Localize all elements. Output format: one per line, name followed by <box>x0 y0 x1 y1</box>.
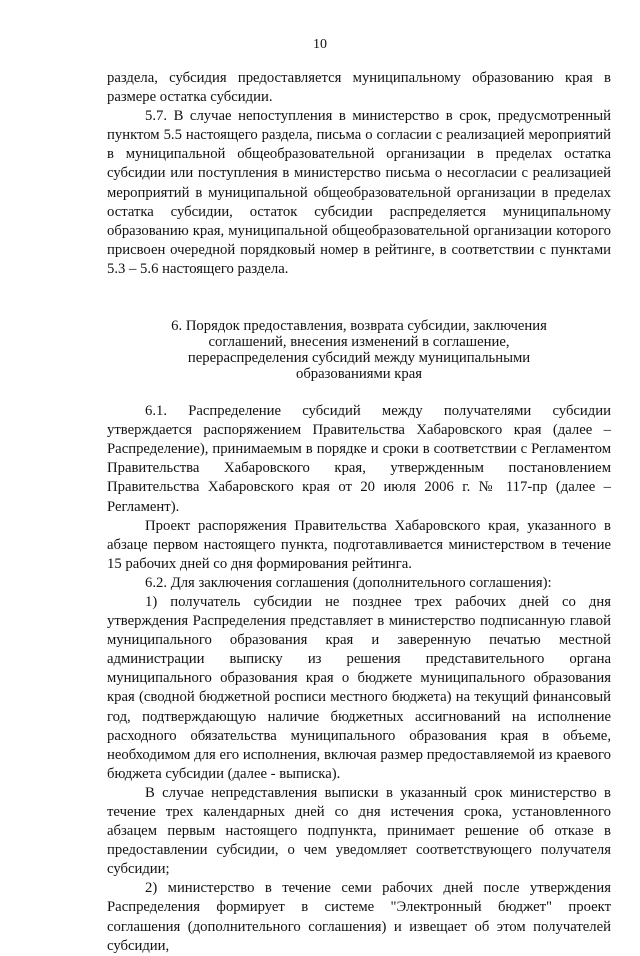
section-heading-line: образованиями края <box>295 366 423 383</box>
paragraph-draft-order: Проект распоряжения Правительства Хабаровского края, указанного в абзаце первом настоящего пункта, подготавливается министерством в течение 15 рабочих дней со дня формирования рейтинга. <box>107 517 611 572</box>
section-heading-line: перераспределения субсидий между муниципальными <box>187 350 531 367</box>
paragraph-item-1: 1) получатель субсидии не позднее трех рабочих дней со дня утверждения Распределения представляет в министерство подписанную главой муниципального образования края и заверенную печатью местной администрации выписку из решения представительного органа муниципального образования края о бюджете муниципального образования края (сводной бюджетной росписи местного бюджета) на текущий финансовый год, подтверждающую наличие бюджетных ассигнований на исполнение расходного обязательства муниципального образования края в объеме, необходимом для его исполнения, включая размер предоставляемой из краевого бюджета субсидии (далее - выписка). <box>107 593 611 782</box>
paragraph-refusal: В случае непредставления выписки в указанный срок министерство в течение трех календарных дней со дня истечения срока, установленного абзацем первым настоящего подпункта, принимает решение об отказе в предоставлении субсидии, о чем уведомляет соответствующего получателя субсидии; <box>107 784 611 878</box>
paragraph-6-1: 6.1. Распределение субсидий между получателями субсидии утверждается распоряжением Правительства Хабаровского края (далее – Распределение), принимаемым в порядке и сроки в соответствии с Регламентом Правительства Хабаровского края, утвержденным постановлением Правительства Хабаровского края от 20 июля 2006 г. № 117-пр (далее – Регламент). <box>107 403 611 515</box>
document-body <box>107 69 611 956</box>
paragraph-continuation: раздела, субсидия предоставляется муниципальному образованию края в размере остатка субсидии. <box>107 70 611 106</box>
section-heading-line: 6. Порядок предоставления, возврата субсидии, заключения <box>171 318 547 335</box>
paragraph-item-2: 2) министерство в течение семи рабочих дней после утверждения Распределения формирует в системе "Электронный бюджет" проект соглашения (дополнительного соглашения) и извещает об этом получателей субсидии, <box>107 880 611 954</box>
page-number: 10 <box>313 37 327 52</box>
section-heading-line: соглашений, внесения изменений в соглашение, <box>208 334 510 351</box>
paragraph-5-7: 5.7. В случае непоступления в министерство в срок, предусмотренный пунктом 5.5 настоящего раздела, письма о согласии с реализацией мероприятий в муниципальной общеобразовательной организации в пределах остатка субсидии или поступления в министерство письма о несогласии с реализацией мероприятий в муниципальной общеобразовательной организации в пределах остатка субсидии, остаток субсидии распределяется муниципальному образованию края, муниципальной общеобразовательной организации которого присвоен очередной порядковый номер в рейтинге, в соответствии с пунктами 5.3 – 5.6 настоящего раздела. <box>107 108 611 277</box>
section-heading <box>107 318 611 382</box>
paragraph-6-2: 6.2. Для заключения соглашения (дополнительного соглашения): <box>145 574 552 591</box>
